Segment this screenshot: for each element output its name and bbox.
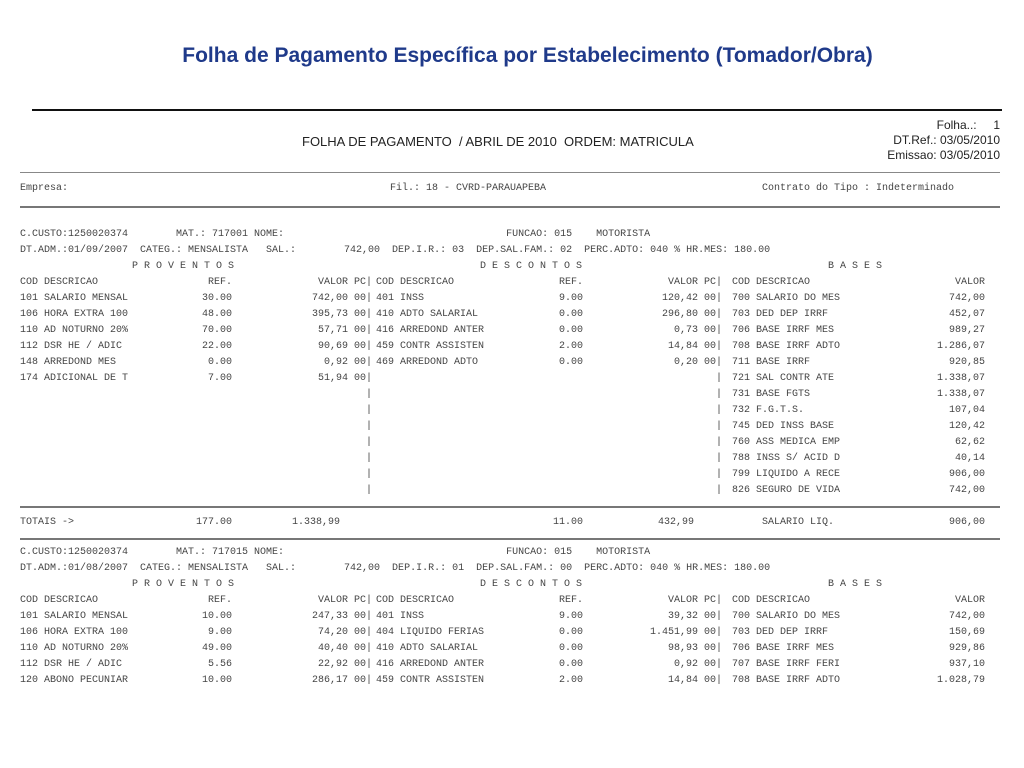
slide-title: Folha de Pagamento Específica por Estabelecimento (Tomador/Obra) — [182, 44, 873, 67]
desconto-desc: 410 ADTO SALARIAL — [376, 643, 479, 654]
descontos-header: D E S C O N T O S — [480, 261, 583, 272]
provento-ref: 48.00 — [201, 309, 232, 320]
desconto-valor: 14,84 00| — [667, 341, 722, 352]
provento-desc: 120 ABONO PECUNIAR — [20, 675, 129, 686]
desconto-ref: 0.00 — [558, 643, 583, 654]
desconto-desc: 401 INSS — [376, 293, 425, 304]
desconto-desc: 401 INSS — [376, 611, 425, 622]
col-header-cod: COD DESCRICAO — [732, 277, 811, 288]
desconto-ref: 0.00 — [558, 325, 583, 336]
base-valor: 929,86 — [948, 643, 985, 654]
provento-desc: 110 AD NOTURNO 20% — [20, 643, 129, 654]
provento-valor: 40,40 00| — [317, 643, 372, 654]
proventos-header: P R O V E N T O S — [132, 261, 235, 272]
base-valor: 120,42 — [948, 421, 985, 432]
desconto-valor: | — [715, 405, 722, 416]
desconto-valor: | — [715, 437, 722, 448]
desconto-valor: | — [715, 453, 722, 464]
totals-salario-valor: 906,00 — [948, 517, 985, 528]
provento-valor: | — [365, 405, 372, 416]
base-desc: 707 BASE IRRF FERI — [732, 659, 841, 670]
provento-valor: 742,00 00| — [311, 293, 372, 304]
base-desc: 721 SAL CONTR ATE — [732, 373, 835, 384]
desconto-ref: 9.00 — [558, 293, 583, 304]
col-header-cod: COD DESCRICAO — [20, 277, 99, 288]
provento-valor: | — [365, 485, 372, 496]
top-rule — [32, 109, 1002, 111]
provento-desc: 106 HORA EXTRA 100 — [20, 627, 129, 638]
base-valor: 452,07 — [948, 309, 985, 320]
provento-ref: 10.00 — [201, 675, 232, 686]
base-valor: 937,10 — [948, 659, 985, 670]
provento-ref: 22.00 — [201, 341, 232, 352]
desconto-valor: 120,42 00| — [661, 293, 722, 304]
provento-valor: | — [365, 437, 372, 448]
provento-valor: 57,71 00| — [317, 325, 372, 336]
col-header-cod: COD DESCRICAO — [376, 277, 455, 288]
col-header-ref: REF. — [558, 595, 583, 606]
report-info — [887, 118, 1000, 163]
col-header-valor: VALOR PC| — [317, 595, 372, 606]
base-desc: 703 DED DEP IRRF — [732, 309, 829, 320]
base-valor: 906,00 — [948, 469, 985, 480]
base-valor: 150,69 — [948, 627, 985, 638]
provento-valor: 74,20 00| — [317, 627, 372, 638]
col-header-valor: VALOR PC| — [317, 277, 372, 288]
totals-label: TOTAIS -> — [20, 517, 75, 528]
desconto-ref: 2.00 — [558, 341, 583, 352]
provento-desc: 112 DSR HE / ADIC — [20, 341, 123, 352]
divider — [20, 506, 1000, 508]
folha-line — [887, 118, 1000, 133]
provento-desc: 148 ARREDOND MES — [20, 357, 117, 368]
provento-ref: 70.00 — [201, 325, 232, 336]
base-valor: 62,62 — [954, 437, 985, 448]
col-header-valor: VALOR PC| — [667, 277, 722, 288]
provento-ref: 10.00 — [201, 611, 232, 622]
provento-ref: 0.00 — [207, 357, 232, 368]
divider — [20, 206, 1000, 208]
report-title: FOLHA DE PAGAMENTO / ABRIL DE 2010 ORDEM: MATRICULA — [302, 134, 694, 149]
base-valor: 40,14 — [954, 453, 985, 464]
desconto-ref: 0.00 — [558, 659, 583, 670]
divider — [20, 172, 1000, 173]
page-bottom — [0, 692, 1024, 768]
provento-desc: 174 ADICIONAL DE T — [20, 373, 129, 384]
desconto-ref: 0.00 — [558, 627, 583, 638]
base-desc: 732 F.G.T.S. — [732, 405, 805, 416]
desconto-ref: 0.00 — [558, 357, 583, 368]
base-valor: 1.338,07 — [936, 389, 985, 400]
base-desc: 706 BASE IRRF MES — [732, 325, 835, 336]
provento-valor: 286,17 00| — [311, 675, 372, 686]
base-valor: 742,00 — [948, 485, 985, 496]
provento-ref: 7.00 — [207, 373, 232, 384]
desconto-ref: 2.00 — [558, 675, 583, 686]
col-header-cod: COD DESCRICAO — [732, 595, 811, 606]
col-header-ref: REF. — [207, 595, 232, 606]
provento-ref: 49.00 — [201, 643, 232, 654]
col-header-valor: VALOR — [954, 277, 985, 288]
base-desc: 700 SALARIO DO MES — [732, 293, 841, 304]
base-valor: 107,04 — [948, 405, 985, 416]
desconto-valor: 296,80 00| — [661, 309, 722, 320]
provento-desc: 101 SALARIO MENSAL — [20, 293, 129, 304]
base-valor: 1.028,79 — [936, 675, 985, 686]
desconto-desc: 416 ARREDOND ANTER — [376, 659, 485, 670]
provento-desc: 106 HORA EXTRA 100 — [20, 309, 129, 320]
base-desc: 826 SEGURO DE VIDA — [732, 485, 841, 496]
provento-valor: 90,69 00| — [317, 341, 372, 352]
provento-desc: 110 AD NOTURNO 20% — [20, 325, 129, 336]
base-desc: 711 BASE IRRF — [732, 357, 811, 368]
employee-line-2: DT.ADM.:01/09/2007 CATEG.: MENSALISTA SAL.: 742,00 DEP.I.R.: 03 DEP.SAL.FAM.: 02 PERC.ADTO: 040 % HR.MES: 180.00 — [20, 245, 771, 256]
col-header-valor: VALOR — [954, 595, 985, 606]
desconto-desc: 459 CONTR ASSISTEN — [376, 675, 485, 686]
desconto-valor: | — [715, 485, 722, 496]
emissao-line: Emissao: 03/05/2010 — [887, 148, 1000, 162]
desconto-desc: 469 ARREDOND ADTO — [376, 357, 479, 368]
base-desc: 745 DED INSS BASE — [732, 421, 835, 432]
base-valor: 1.286,07 — [936, 341, 985, 352]
filial-label: Fil.: 18 - CVRD-PARAUAPEBA — [390, 183, 547, 194]
provento-desc: 101 SALARIO MENSAL — [20, 611, 129, 622]
employee-line-1: C.CUSTO:1250020374 MAT.: 717015 NOME: FUNCAO: 015 MOTORISTA — [20, 547, 651, 558]
provento-desc: 112 DSR HE / ADIC — [20, 659, 123, 670]
provento-ref: 30.00 — [201, 293, 232, 304]
contrato-label: Contrato do Tipo : Indeterminado — [762, 183, 955, 194]
folha-label: Folha..: — [936, 118, 977, 132]
desconto-valor: 39,32 00| — [667, 611, 722, 622]
col-header-ref: REF. — [207, 277, 232, 288]
bases-header: B A S E S — [828, 261, 883, 272]
base-valor: 742,00 — [948, 293, 985, 304]
base-desc: 708 BASE IRRF ADTO — [732, 675, 841, 686]
totals-descontos-valor: 432,99 — [657, 517, 694, 528]
desconto-desc: 459 CONTR ASSISTEN — [376, 341, 485, 352]
col-header-ref: REF. — [558, 277, 583, 288]
employee-line-1: C.CUSTO:1250020374 MAT.: 717001 NOME: FUNCAO: 015 MOTORISTA — [20, 229, 651, 240]
totals-proventos-ref: 177.00 — [195, 517, 232, 528]
col-header-cod: COD DESCRICAO — [376, 595, 455, 606]
base-desc: 731 BASE FGTS — [732, 389, 811, 400]
provento-valor: | — [365, 389, 372, 400]
provento-valor: | — [365, 421, 372, 432]
payroll-report — [0, 112, 1024, 698]
desconto-valor: 14,84 00| — [667, 675, 722, 686]
descontos-header: D E S C O N T O S — [480, 579, 583, 590]
desconto-valor: | — [715, 421, 722, 432]
base-desc: 700 SALARIO DO MES — [732, 611, 841, 622]
base-desc: 799 LIQUIDO A RECE — [732, 469, 841, 480]
desconto-desc: 410 ADTO SALARIAL — [376, 309, 479, 320]
col-header-valor: VALOR PC| — [667, 595, 722, 606]
desconto-valor: | — [715, 389, 722, 400]
totals-salario-label: SALARIO LIQ. — [762, 517, 835, 528]
base-desc: 788 INSS S/ ACID D — [732, 453, 841, 464]
base-desc: 706 BASE IRRF MES — [732, 643, 835, 654]
desconto-valor: 98,93 00| — [667, 643, 722, 654]
desconto-valor: | — [715, 373, 722, 384]
col-header-cod: COD DESCRICAO — [20, 595, 99, 606]
bases-header: B A S E S — [828, 579, 883, 590]
desconto-desc: 404 LIQUIDO FERIAS — [376, 627, 485, 638]
base-desc: 760 ASS MEDICA EMP — [732, 437, 841, 448]
base-desc: 703 DED DEP IRRF — [732, 627, 829, 638]
provento-ref: 5.56 — [207, 659, 232, 670]
employee-line-2: DT.ADM.:01/08/2007 CATEG.: MENSALISTA SAL.: 742,00 DEP.I.R.: 01 DEP.SAL.FAM.: 00 PERC.ADTO: 040 % HR.MES: 180.00 — [20, 563, 771, 574]
provento-valor: | — [365, 469, 372, 480]
provento-valor: | — [365, 453, 372, 464]
base-valor: 920,85 — [948, 357, 985, 368]
desconto-valor: 0,73 00| — [673, 325, 722, 336]
base-desc: 708 BASE IRRF ADTO — [732, 341, 841, 352]
provento-valor: 395,73 00| — [311, 309, 372, 320]
folha-value: 1 — [993, 118, 1000, 132]
desconto-valor: 1.451,99 00| — [649, 627, 722, 638]
dtref-line: DT.Ref.: 03/05/2010 — [893, 133, 1000, 147]
desconto-valor: 0,20 00| — [673, 357, 722, 368]
base-valor: 742,00 — [948, 611, 985, 622]
provento-valor: 51,94 00| — [317, 373, 372, 384]
totals-descontos-ref: 11.00 — [552, 517, 583, 528]
base-valor: 1.338,07 — [936, 373, 985, 384]
desconto-valor: 0,92 00| — [673, 659, 722, 670]
desconto-ref: 0.00 — [558, 309, 583, 320]
empresa-label: Empresa: — [20, 183, 69, 194]
desconto-desc: 416 ARREDOND ANTER — [376, 325, 485, 336]
provento-valor: 0,92 00| — [323, 357, 372, 368]
desconto-valor: | — [715, 469, 722, 480]
provento-ref: 9.00 — [207, 627, 232, 638]
provento-valor: 22,92 00| — [317, 659, 372, 670]
base-valor: 989,27 — [948, 325, 985, 336]
totals-proventos-valor: 1.338,99 — [291, 517, 340, 528]
desconto-ref: 9.00 — [558, 611, 583, 622]
provento-valor: 247,33 00| — [311, 611, 372, 622]
proventos-header: P R O V E N T O S — [132, 579, 235, 590]
divider — [20, 538, 1000, 540]
